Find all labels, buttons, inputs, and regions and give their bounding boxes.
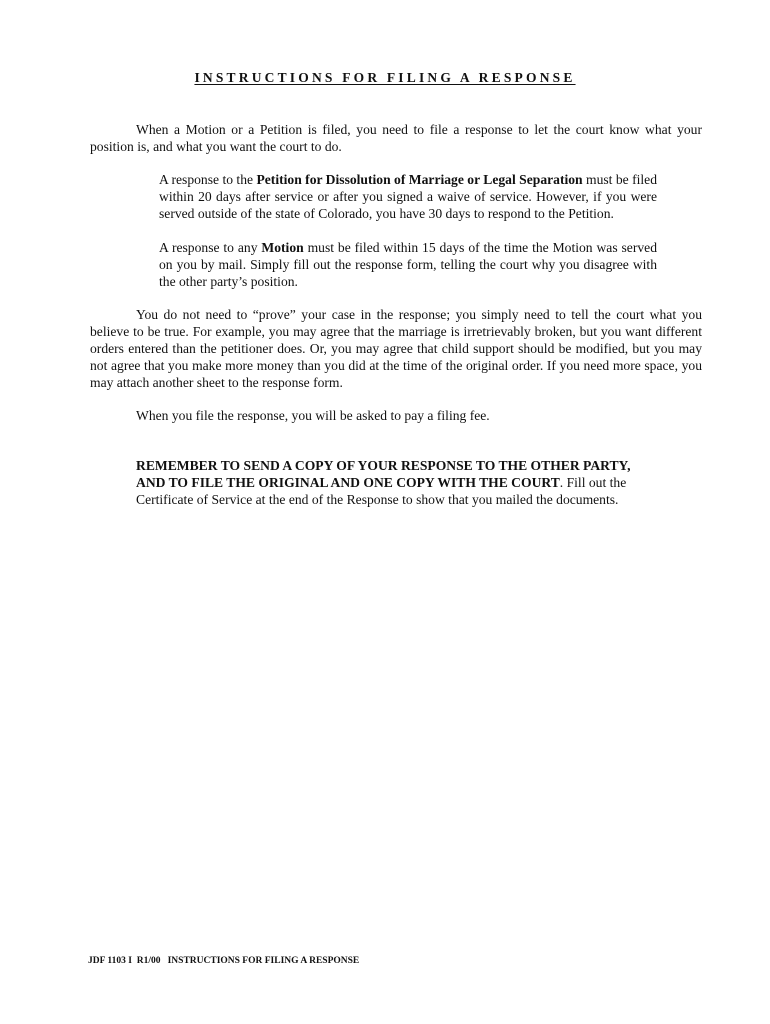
remember-bold-line2: AND TO FILE THE ORIGINAL AND ONE COPY WITH THE COURT	[136, 475, 560, 490]
paragraph-motion-text-before: A response to any	[159, 240, 262, 255]
remember-bold-line1: REMEMBER TO SEND A COPY OF YOUR RESPONSE TO THE OTHER PARTY,	[136, 458, 631, 473]
paragraph-motion-text-after: must be filed within 15 days of the time the Motion was served on you by mail. Simply fill out the response form, telling the court why you disagree with the other party’s position.	[159, 240, 657, 289]
page-title: INSTRUCTIONS FOR FILING A RESPONSE	[194, 70, 576, 85]
remember-text-after: . Fill out the Certificate of Service at the end of the Response to show that you mailed the documents.	[136, 475, 627, 507]
paragraph-remember	[136, 457, 658, 508]
paragraph-motion-deadline	[159, 239, 657, 290]
paragraph-petition-text-before: A response to the	[159, 172, 257, 187]
page-footer: JDF 1103 I R1/00 INSTRUCTIONS FOR FILING A RESPONSE	[88, 956, 360, 966]
paragraph-petition-text-after: must be filed within 20 days after service or after you signed a waive of service. However, if you were served outside of the state of Colorado, you have 30 days to respond to the Petition.	[159, 172, 658, 221]
paragraph-petition-deadline	[159, 171, 657, 222]
paragraph-motion-bold: Motion	[261, 240, 304, 255]
paragraph-filing-fee: When you file the response, you will be asked to pay a filing fee.	[136, 408, 490, 423]
paragraph-intro: When a Motion or a Petition is filed, you need to file a response to let the court know what your position is, and what you want the court to do.	[90, 122, 702, 154]
paragraph-prove-case: You do not need to “prove” your case in the response; you simply need to tell the court what you believe to be true. For example, you may agree that the marriage is irretrievably broken, but you want different orders entered than the petitioner does. Or, you may agree that child support should be modified, but you may not agree that you make more money than you did at the time of the original order. If you need more space, you may attach another sheet to the response form.	[90, 307, 702, 390]
paragraph-petition-bold: Petition for Dissolution of Marriage or Legal Separation	[256, 172, 583, 187]
